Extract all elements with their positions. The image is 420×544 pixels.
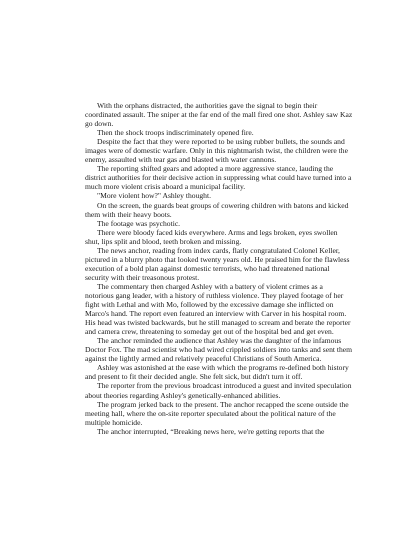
paragraph: The news anchor, reading from index cards, flatly congratulated Colonel Keller, pictured in a blurry photo that looked twenty years old. He praised him for the flawless execution of a bold plan against domestic terrorists, who had threatened national security with their treasonous protest. xyxy=(85,245,350,282)
paragraph: The program jerked back to the present. The anchor recapped the scene outside the meeting hall, where the on-site reporter speculated about the political nature of the multiple homicide. xyxy=(85,399,349,427)
paragraph: "More violent how?" Ashley thought. xyxy=(97,191,211,201)
paragraph: The anchor reminded the audience that Ashley was the daughter of the infamous Doctor Fox. The mad scientist who had wired crippled soldiers into tanks and sent them against the lightly armed and relatively peaceful Christians of South America. xyxy=(85,336,353,364)
paragraph: The reporting shifted gears and adopted a more aggressive stance, lauding the district authorities for their decisive action in suppressing what could have turned into a much more violent crisis aboard a municipal facility. xyxy=(85,164,352,192)
paragraph: The reporter from the previous broadcast introduced a guest and invited speculation about theories regarding Ashley's genetically-enhanced abilities. xyxy=(85,381,352,400)
body-text xyxy=(85,101,353,436)
paragraph: On the screen, the guards beat groups of cowering children with batons and kicked them with their heavy boots. xyxy=(85,200,349,219)
paragraph: Ashley was astonished at the ease with which the programs re-defined both history and present to fit their decided angle. She felt sick, but didn't turn it off. xyxy=(85,363,349,382)
paragraph: The commentary then charged Ashley with a battery of violent crimes as a notorious gang leader, with a history of ruthless violence. They played footage of her fight with Lethal and with Mo, followed by the excessive damage she inflicted on Marco's hand. The report even featured an interview with Carver in his hospital room. His head was twisted backwards, but he still managed to scream and berate the reporter and camera crew, threatening to someday get out of the hospital bed and get even. xyxy=(85,281,351,337)
paragraph: The anchor interrupted, “Breaking news here, we're getting reports that the xyxy=(97,426,325,436)
paragraph: Then the shock troops indiscriminately opened fire. xyxy=(97,128,254,138)
paragraph: The footage was psychotic. xyxy=(97,218,181,228)
paragraph: With the orphans distracted, the authorities gave the signal to begin their coordinated assault. The sniper at the far end of the mall fired one shot. Ashley saw Kaz go down. xyxy=(85,101,353,129)
paragraph: There were bloody faced kids everywhere. Arms and legs broken, eyes swollen shut, lips split and blood, teeth broken and missing. xyxy=(85,227,338,246)
paragraph: Despite the fact that they were reported to be using rubber bullets, the sounds and images were of domestic warfare. Only in this nightmarish twist, the children were the enemy, assaulted with tear gas and blasted with water cannons. xyxy=(85,137,348,165)
